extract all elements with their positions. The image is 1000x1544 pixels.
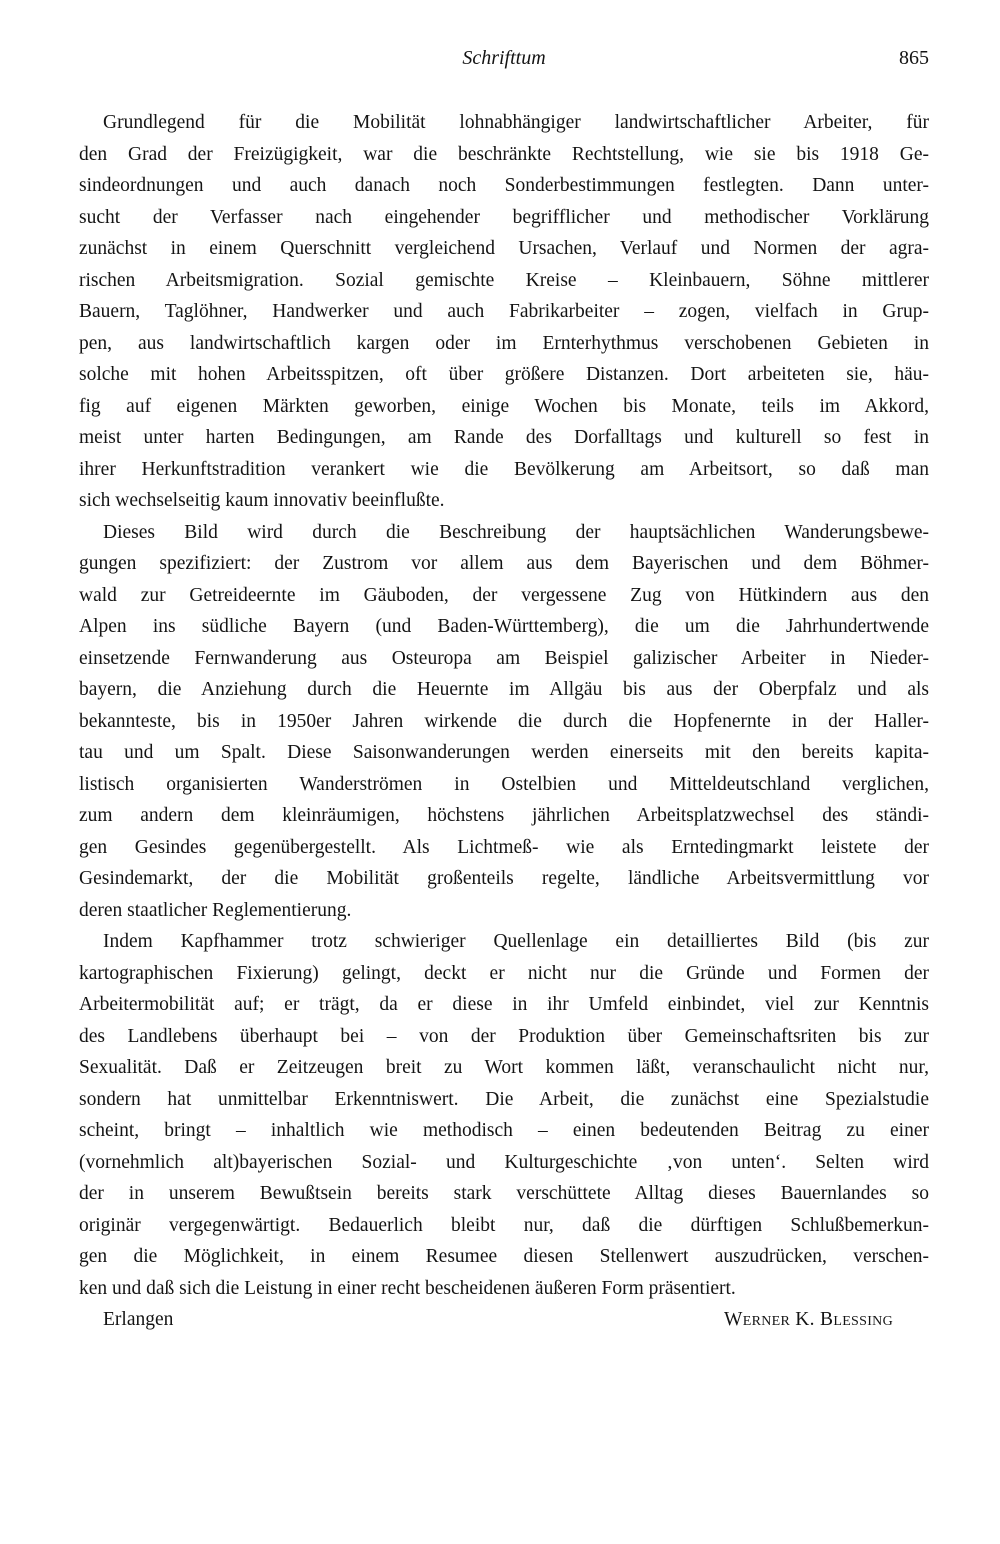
text-line: bekannteste, bis in 1950er Jahren wirkende die durch die Hopfenernte in der Haller-: [79, 710, 929, 732]
text-line: Arbeitermobilität auf; er trägt, da er diese in ihr Umfeld einbindet, viel zur Kenntnis: [79, 994, 929, 1015]
text-line: zunächst in einem Querschnitt vergleichend Ursachen, Verlauf und Normen der agra-: [79, 238, 929, 259]
text-line: wald zur Getreideernte im Gäuboden, der vergessene Zug von Hütkindern aus den: [79, 584, 929, 606]
review-body: [79, 107, 929, 1336]
text-line: bayern, die Anziehung durch die Heuernte im Allgäu bis aus der Oberpfalz und als: [79, 679, 929, 700]
text-line: Grundlegend für die Mobilität lohnabhängiger landwirtschaftlicher Arbeiter, für: [103, 112, 929, 133]
text-line: zum andern dem kleinräumigen, höchstens jährlichen Arbeitsplatzwechsel des ständi-: [79, 805, 929, 826]
text-line: des Landlebens überhaupt bei – von der Produktion über Gemeinschaftsriten bis zur: [79, 1025, 929, 1047]
running-title: Schrifttum: [462, 47, 546, 69]
text-line: Gesindemarkt, der die Mobilität großenteils regelte, ländliche Arbeitsvermittlung vor: [79, 868, 929, 889]
text-line: der in unserem Bewußtsein bereits stark verschüttete Alltag dieses Bauernlandes so: [79, 1183, 929, 1204]
paragraph-2: [79, 517, 929, 927]
paragraph-1: [79, 107, 929, 517]
text-line: originär vergegenwärtigt. Bedauerlich bleibt nur, daß die dürftigen Schlußbemerkun-: [79, 1214, 929, 1236]
text-line: rischen Arbeitsmigration. Sozial gemischte Kreise – Kleinbauern, Söhne mittlerer: [79, 269, 929, 291]
text-line: tau und um Spalt. Diese Saisonwanderungen werden einerseits mit den bereits kapita-: [79, 742, 929, 763]
text-line: deren staatlicher Reglementierung.: [79, 899, 352, 921]
text-line: sindeordnungen und auch danach noch Sonderbestimmungen festlegten. Dann unter-: [79, 175, 929, 196]
paragraph-3: [79, 926, 929, 1304]
text-line: scheint, bringt – inhaltlich wie methodisch – einen bedeutenden Beitrag zu einer: [79, 1120, 929, 1141]
signature-place: Erlangen: [103, 1309, 174, 1330]
text-line: gungen spezifiziert: der Zustrom vor allem aus dem Bayerischen und dem Böhmer-: [79, 553, 929, 574]
text-line: listisch organisierten Wanderströmen in Ostelbien und Mitteldeutschland verglichen,: [79, 773, 929, 795]
text-line: Sexualität. Daß er Zeitzeugen breit zu Wort kommen läßt, veranschaulicht nicht nur,: [79, 1057, 929, 1078]
text-line: meist unter harten Bedingungen, am Rande des Dorfalltags und kulturell so fest in: [79, 427, 929, 448]
signature-author: Werner K. Blessing: [724, 1309, 893, 1330]
text-line: solche mit hohen Arbeitsspitzen, oft über größere Distanzen. Dort arbeiteten sie, häu-: [79, 364, 929, 385]
text-line: ken und daß sich die Leistung in einer recht bescheidenen äußeren Form präsentiert.: [79, 1277, 736, 1299]
text-line: einsetzende Fernwanderung aus Osteuropa am Beispiel galizischer Arbeiter in Nieder-: [79, 647, 929, 669]
text-line: Dieses Bild wird durch die Beschreibung der hauptsächlichen Wanderungsbewe-: [103, 521, 929, 543]
text-line: sich wechselseitig kaum innovativ beeinflußte.: [79, 490, 445, 511]
text-line: Alpen ins südliche Bayern (und Baden-Württemberg), die um die Jahrhundertwende: [79, 616, 929, 637]
text-line: (vornehmlich alt)bayerischen Sozial- und Kulturgeschichte ‚von unten‘. Selten wird: [79, 1151, 929, 1173]
text-line: pen, aus landwirtschaftlich kargen oder im Ernterhythmus verschobenen Gebieten in: [79, 332, 929, 354]
text-line: sondern hat unmittelbar Erkenntniswert. Die Arbeit, die zunächst eine Spezialstudie: [79, 1088, 929, 1110]
signature: [79, 1304, 929, 1336]
page-header: [79, 44, 929, 74]
text-line: fig auf eigenen Märkten geworben, einige Wochen bis Monate, teils im Akkord,: [79, 395, 929, 417]
text-line: ihrer Herkunftstradition verankert wie die Bevölkerung am Arbeitsort, so daß man: [79, 458, 929, 480]
text-line: sucht der Verfasser nach eingehender begrifflicher und methodischer Vorklärung: [79, 206, 929, 228]
text-line: gen die Möglichkeit, in einem Resumee diesen Stellenwert auszudrücken, verschen-: [79, 1246, 929, 1267]
text-line: Bauern, Taglöhner, Handwerker und auch Fabrikarbeiter – zogen, vielfach in Grup-: [79, 301, 929, 322]
text-line: Indem Kapfhammer trotz schwieriger Quellenlage ein detailliertes Bild (bis zur: [103, 931, 929, 952]
text-line: kartographischen Fixierung) gelingt, deckt er nicht nur die Gründe und Formen der: [79, 962, 929, 984]
page-number: 865: [899, 47, 929, 69]
text-line: den Grad der Freizügigkeit, war die beschränkte Rechtstellung, wie sie bis 1918 Ge-: [79, 143, 929, 165]
text-line: gen Gesindes gegenübergestellt. Als Lichtmeß- wie als Erntedingmarkt leistete der: [79, 836, 929, 858]
